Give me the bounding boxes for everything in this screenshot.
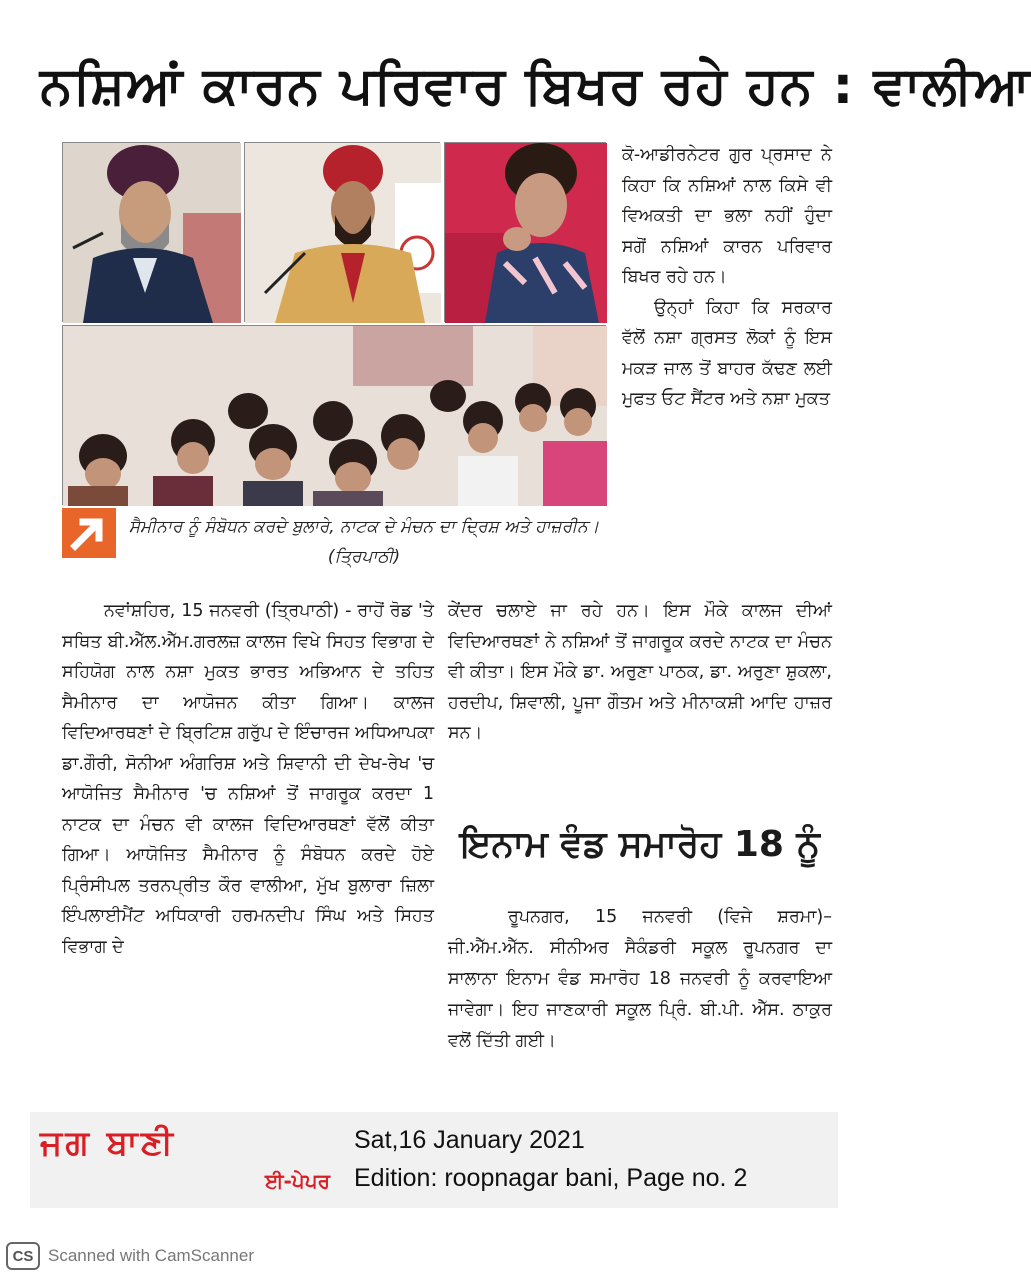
arrow-icon: [62, 508, 116, 558]
photo-audience: [62, 325, 606, 505]
story2-headline: ਇਨਾਮ ਵੰਡ ਸਮਾਰੋਹ 18 ਨੂੰ: [460, 824, 820, 865]
photo-caption: ਸੈਮੀਨਾਰ ਨੂੰ ਸੰਬੋਧਨ ਕਰਦੇ ਬੁਲਾਰੇ, ਨਾਟਕ ਦੇ ਮੰਚਨ ਦਾ ਦ੍ਰਿਸ਼ ਅਤੇ ਹਾਜ਼ਰੀਨ। (ਤ੍ਰਿਪਾਠੀ): [128, 517, 600, 567]
right-column-continued: ਕੇਂਦਰ ਚਲਾਏ ਜਾ ਰਹੇ ਹਨ। ਇਸ ਮੌਕੇ ਕਾਲਜ ਦੀਆਂ ਵਿਦਿਆਰਥਣਾਂ ਨੇ ਨਸ਼ਿਆਂ ਤੋਂ ਜਾਗਰੂਕ ਕਰਦੇ ਨਾਟਕ ਦਾ ਮੰਚਨ ਵੀ ਕੀਤਾ। ਇਸ ਮੌਕੇ ਡਾ. ਅਰੁਣਾ ਪਾਠਕ, ਡਾ. ਅਰੁਣਾ ਸ਼ੁਕਲਾ, ਹਰਦੀਪ, ਸ਼ਿਵਾਲੀ, ਪੂਜਾ ਗੌਤਮ ਅਤੇ ਮੀਨਾਕਸ਼ੀ ਆਦਿ ਹਾਜ਼ਰ ਸਨ।: [448, 601, 832, 743]
edition-info: Edition: roopnagar bani, Page no. 2: [354, 1164, 748, 1192]
left-column: [62, 596, 434, 1108]
camscanner-icon: CS: [6, 1242, 40, 1270]
photo-speaker-2: [244, 142, 440, 322]
right-column-paragraph-1: ਕੋ-ਆਡੀਰਨੇਟਰ ਗੁਰ ਪ੍ਰਸਾਦ ਨੇ ਕਿਹਾ ਕਿ ਨਸ਼ਿਆਂ ਨਾਲ ਕਿਸੇ ਵੀ ਵਿਅਕਤੀ ਦਾ ਭਲਾ ਨਹੀਂ ਹੁੰਦਾ ਸਗੋਂ ਨਸ਼ਿਆਂ ਕਾਰਨ ਪਰਿਵਾਰ ਬਿਖਰ ਰਹੇ ਹਨ।: [622, 145, 832, 287]
photo-speaker-1: [62, 142, 240, 322]
scanner-watermark: [6, 1240, 326, 1272]
brand-subtitle: ਈ-ਪੇਪਰ: [264, 1169, 330, 1193]
brand-logo: ਜਗ ਬਾਣੀ: [40, 1123, 177, 1163]
story2-paragraph: ਰੂਪਨਗਰ, 15 ਜਨਵਰੀ (ਵਿਜੇ ਸ਼ਰਮਾ)–ਜੀ.ਐੱਮ.ਐੱਨ. ਸੀਨੀਅਰ ਸੈਕੰਡਰੀ ਸਕੂਲ ਰੂਪਨਗਰ ਦਾ ਸਾਲਾਨਾ ਇਨਾਮ ਵੰਡ ਸਮਾਰੋਹ 18 ਜਨਵਰੀ ਨੂੰ ਕਰਵਾਇਆ ਜਾਵੇਗਾ। ਇਹ ਜਾਣਕਾਰੀ ਸਕੂਲ ਪ੍ਰਿੰ. ਬੀ.ਪੀ. ਐੱਸ. ਠਾਕੁਰ ਵਲੋਂ ਦਿੱਤੀ ਗਈ।: [448, 907, 832, 1051]
publication-date: Sat,16 January 2021: [354, 1126, 585, 1154]
photo-student: [444, 142, 606, 322]
right-column: [622, 140, 832, 590]
right-column-paragraph-2: ਉਨ੍ਹਾਂ ਕਿਹਾ ਕਿ ਸਰਕਾਰ ਵੱਲੋਂ ਨਸ਼ਾ ਗ੍ਰਸਤ ਲੋਕਾਂ ਨੂੰ ਇਸ ਮਕੜ ਜਾਲ ਤੋਂ ਬਾਹਰ ਕੱਢਣ ਲਈ ਮੁਫਤ ਓਟ ਸੈਂਟਰ ਅਤੇ ਨਸ਼ਾ ਮੁਕਤ: [622, 297, 832, 409]
article-headline: ਨਸ਼ਿਆਂ ਕਾਰਨ ਪਰਿਵਾਰ ਬਿਖਰ ਰਹੇ ਹਨ : ਵਾਲੀਆ: [40, 56, 1031, 116]
story2-body: [448, 902, 832, 1102]
left-column-paragraph: ਨਵਾਂਸ਼ਹਿਰ, 15 ਜਨਵਰੀ (ਤ੍ਰਿਪਾਠੀ) - ਰਾਹੋਂ ਰੋਡ 'ਤੇ ਸਥਿਤ ਬੀ.ਐੱਲ.ਐੱਮ.ਗਰਲਜ਼ ਕਾਲਜ ਵਿਖੇ ਸਿਹਤ ਵਿਭਾਗ ਦੇ ਸਹਿਯੋਗ ਨਾਲ ਨਸ਼ਾ ਮੁਕਤ ਭਾਰਤ ਅਭਿਆਨ ਦੇ ਤਹਿਤ ਸੈਮੀਨਾਰ ਦਾ ਆਯੋਜਨ ਕੀਤਾ ਗਿਆ। ਕਾਲਜ ਵਿਦਿਆਰਥਣਾਂ ਦੇ ਬ੍ਰਿਟਿਸ਼ ਗਰੁੱਪ ਦੇ ਇੰਚਾਰਜ ਅਧਿਆਪਕਾ ਡਾ.ਗੌਰੀ, ਸੋਨੀਆ ਅੰਗਰਿਸ਼ ਅਤੇ ਸ਼ਿਵਾਨੀ ਦੀ ਦੇਖ-ਰੇਖ 'ਚ ਆਯੋਜਿਤ ਸੈਮੀਨਾਰ 'ਚ ਨਸ਼ਿਆਂ ਤੋਂ ਜਾਗਰੂਕ ਕਰਦਾ 1 ਨਾਟਕ ਦਾ ਮੰਚਨ ਵੀ ਕਾਲਜ ਵਿਦਿਆਰਥਣਾਂ ਵੱਲੋਂ ਕੀਤਾ ਗਿਆ। ਆਯੋਜਿਤ ਸੈਮੀਨਾਰ ਨੂੰ ਸੰਬੋਧਨ ਕਰਦੇ ਹੋਏ ਪ੍ਰਿੰਸੀਪਲ ਤਰਨਪ੍ਰੀਤ ਕੌਰ ਵਾਲੀਆ, ਮੁੱਖ ਬੁਲਾਰਾ ਜ਼ਿਲਾ ਇੰਪਲਾਈਮੈਂਟ ਅਧਿਕਾਰੀ ਹਰਮਨਦੀਪ ਸਿੰਘ ਅਤੇ ਸਿਹਤ ਵਿਭਾਗ ਦੇ: [62, 601, 434, 957]
scanner-text: Scanned with CamScanner: [48, 1246, 255, 1265]
footer-bar: [30, 1112, 838, 1208]
